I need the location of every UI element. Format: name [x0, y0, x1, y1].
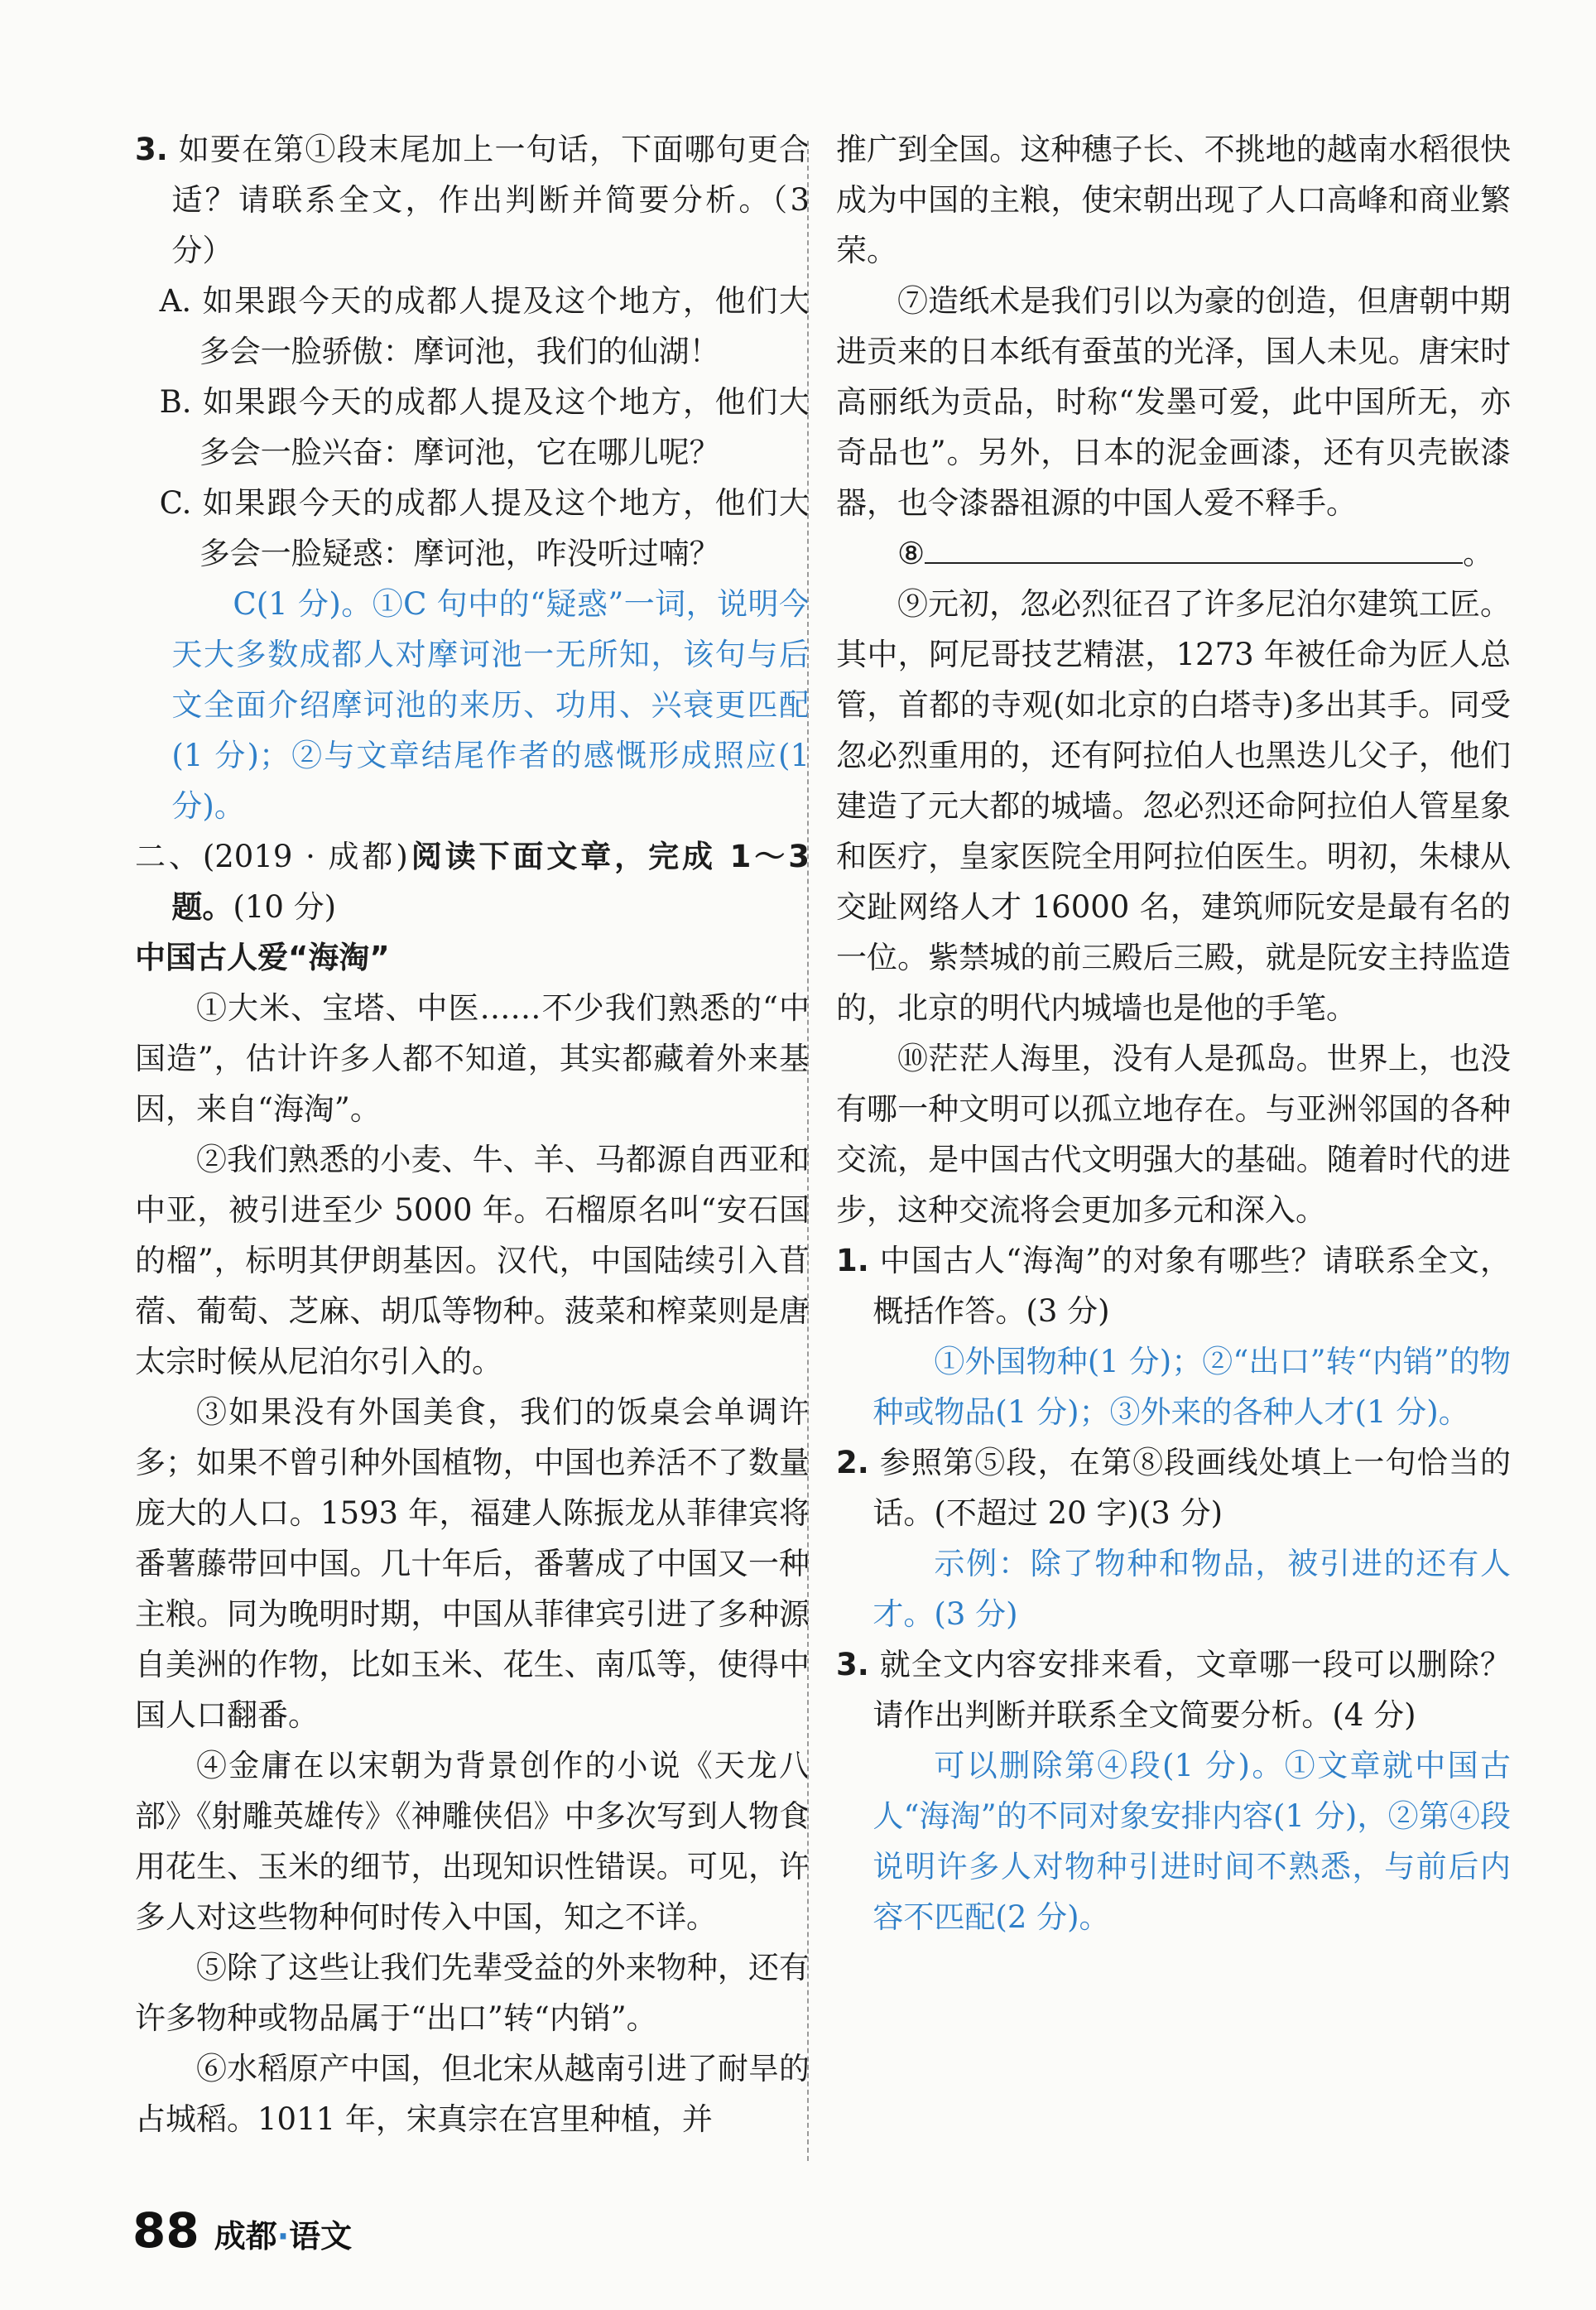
option-b: B. 如果跟今天的成都人提及这个地方，他们大多会一脸兴奋：摩诃池，它在哪儿呢？: [159, 384, 810, 470]
book-label: [214, 2211, 352, 2256]
section-2-prefix: 二、(2019 · 成都): [135, 839, 408, 874]
blank-marker: ⑧: [897, 536, 925, 571]
section-2-heading: [135, 831, 810, 932]
question-1-prompt: [836, 1235, 1511, 1336]
paragraph-10: ⑩茫茫人海里，没有人是孤岛。世界上，也没有哪一种文明可以孤立地存在。与亚洲邻国的各种交流，是中国古代文明强大的基础。随着时代的进步，这种交流将会更加多元和深入。: [836, 1041, 1511, 1228]
paragraph-8-blank: [836, 528, 1511, 579]
question-3-prompt: [135, 124, 810, 276]
page-footer: [132, 2202, 352, 2269]
right-column: [836, 124, 1511, 1942]
question-2-number: 2.: [836, 1445, 869, 1480]
paragraph-9: ⑨元初，忽必烈征召了许多尼泊尔建筑工匠。其中，阿尼哥技艺精湛，1273 年被任命为匠人总管，首都的寺观(如北京的白塔寺)多出其手。同受忽必烈重用的，还有阿拉伯人也黑迭儿父子，他们建造了元大都的城墙。忽必烈还命阿拉伯人管星象和医疗，皇家医院全用阿拉伯医生。明初，朱棣从交趾网络人才 16000 名，建筑师阮安是最有名的一位。紫禁城的前三殿后三殿，就是阮安主持监造的，北京的明代内城墙也是他的手笔。: [836, 586, 1511, 1026]
section-2-instruction: 阅读下面文章，完成 1～3 题。: [171, 839, 810, 925]
paragraph-6-start: ⑥水稻原产中国，但北宋从越南引进了耐旱的占城稻。1011 年，宋真宗在宫里种植，并: [135, 2051, 810, 2137]
article-title: 中国古人爱“海淘”: [135, 940, 390, 975]
question-2-answer: 示例：除了物种和物品，被引进的还有人才。(3 分): [873, 1546, 1511, 1632]
paragraph-4: ④金庸在以宋朝为背景创作的小说《天龙八部》《射雕英雄传》《神雕侠侣》中多次写到人物食用花生、玉米的细节，出现知识性错误。可见，许多人对这些物种何时传入中国，知之不详。: [135, 1748, 810, 1935]
question-3b-text: 就全文内容安排来看，文章哪一段可以删除？请作出判断并联系全文简要分析。(4 分): [873, 1647, 1511, 1733]
column-divider: [807, 141, 809, 2161]
question-3-answer: C(1 分)。①C 句中的“疑惑”一词，说明今天大多数成都人对摩诃池一无所知，该句与后文全面介绍摩诃池的来历、功用、兴衰更匹配(1 分)；②与文章结尾作者的感慨形成照应(1 分)。: [171, 586, 810, 824]
option-c: C. 如果跟今天的成都人提及这个地方，他们大多会一脸疑惑：摩诃池，咋没听过喃？: [159, 485, 810, 571]
paragraph-7: ⑦造纸术是我们引以为豪的创造，但唐朝中期进贡来的日本纸有蚕茧的光泽，国人未见。唐宋时高丽纸为贡品，时称“发墨可爱，此中国所无，亦奇品也”。另外，日本的泥金画漆，还有贝壳嵌漆器，也令漆器祖源的中国人爱不释手。: [836, 283, 1511, 521]
option-a: A. 如果跟今天的成都人提及这个地方，他们大多会一脸骄傲：摩诃池，我们的仙湖！: [159, 283, 810, 369]
book-city: 成都: [214, 2218, 277, 2255]
paragraph-6-end: 推广到全国。这种穗子长、不挑地的越南水稻很快成为中国的主粮，使宋朝出现了人口高峰和商业繁荣。: [836, 132, 1511, 268]
question-1-number: 1.: [836, 1243, 869, 1278]
question-2-text: 参照第⑤段，在第⑧段画线处填上一句恰当的话。(不超过 20 字)(3 分): [873, 1445, 1511, 1531]
paragraph-5: ⑤除了这些让我们先辈受益的外来物种，还有许多物种或物品属于“出口”转“内销”。: [135, 1950, 810, 2036]
question-3-number: 3.: [135, 132, 168, 167]
question-3b-prompt: [836, 1639, 1511, 1740]
blank-end: 。: [1463, 536, 1494, 571]
fill-in-blank-line[interactable]: [925, 529, 1463, 564]
page-number: 88: [132, 2202, 200, 2259]
left-column: [135, 124, 810, 2144]
book-label-dot: ·: [276, 2218, 290, 2255]
section-2-points: (10 分): [233, 889, 337, 925]
question-3b-number: 3.: [836, 1647, 869, 1682]
question-3-text: 如要在第①段末尾加上一句话，下面哪句更合适？请联系全文，作出判断并简要分析。（3 分）: [171, 132, 810, 268]
question-3b-answer: 可以删除第④段(1 分)。①文章就中国古人“海淘”的不同对象安排内容(1 分)，②第④段说明许多人对物种引进时间不熟悉，与前后内容不匹配(2 分)。: [873, 1748, 1511, 1935]
question-1-answer: ①外国物种(1 分)；②“出口”转“内销”的物种或物品(1 分)；③外来的各种人才(1 分)。: [873, 1344, 1511, 1430]
question-2-prompt: [836, 1437, 1511, 1538]
question-1-text: 中国古人“海淘”的对象有哪些？请联系全文，概括作答。(3 分): [873, 1243, 1511, 1329]
paragraph-1: ①大米、宝塔、中医……不少我们熟悉的“中国造”，估计许多人都不知道，其实都藏着外来基因，来自“海淘”。: [135, 990, 810, 1127]
paragraph-2: ②我们熟悉的小麦、牛、羊、马都源自西亚和中亚，被引进至少 5000 年。石榴原名叫“安石国的榴”，标明其伊朗基因。汉代，中国陆续引入苜蓿、葡萄、芝麻、胡瓜等物种。菠菜和榨菜则是唐太宗时候从尼泊尔引入的。: [135, 1142, 810, 1379]
paragraph-3: ③如果没有外国美食，我们的饭桌会单调许多；如果不曾引种外国植物，中国也养活不了数量庞大的人口。1593 年，福建人陈振龙从菲律宾将番薯藤带回中国。几十年后，番薯成了中国又一种主粮。同为晚明时期，中国从菲律宾引进了多种源自美洲的作物，比如玉米、花生、南瓜等，使得中国人口翻番。: [135, 1394, 810, 1733]
book-subject: 语文: [289, 2218, 353, 2255]
